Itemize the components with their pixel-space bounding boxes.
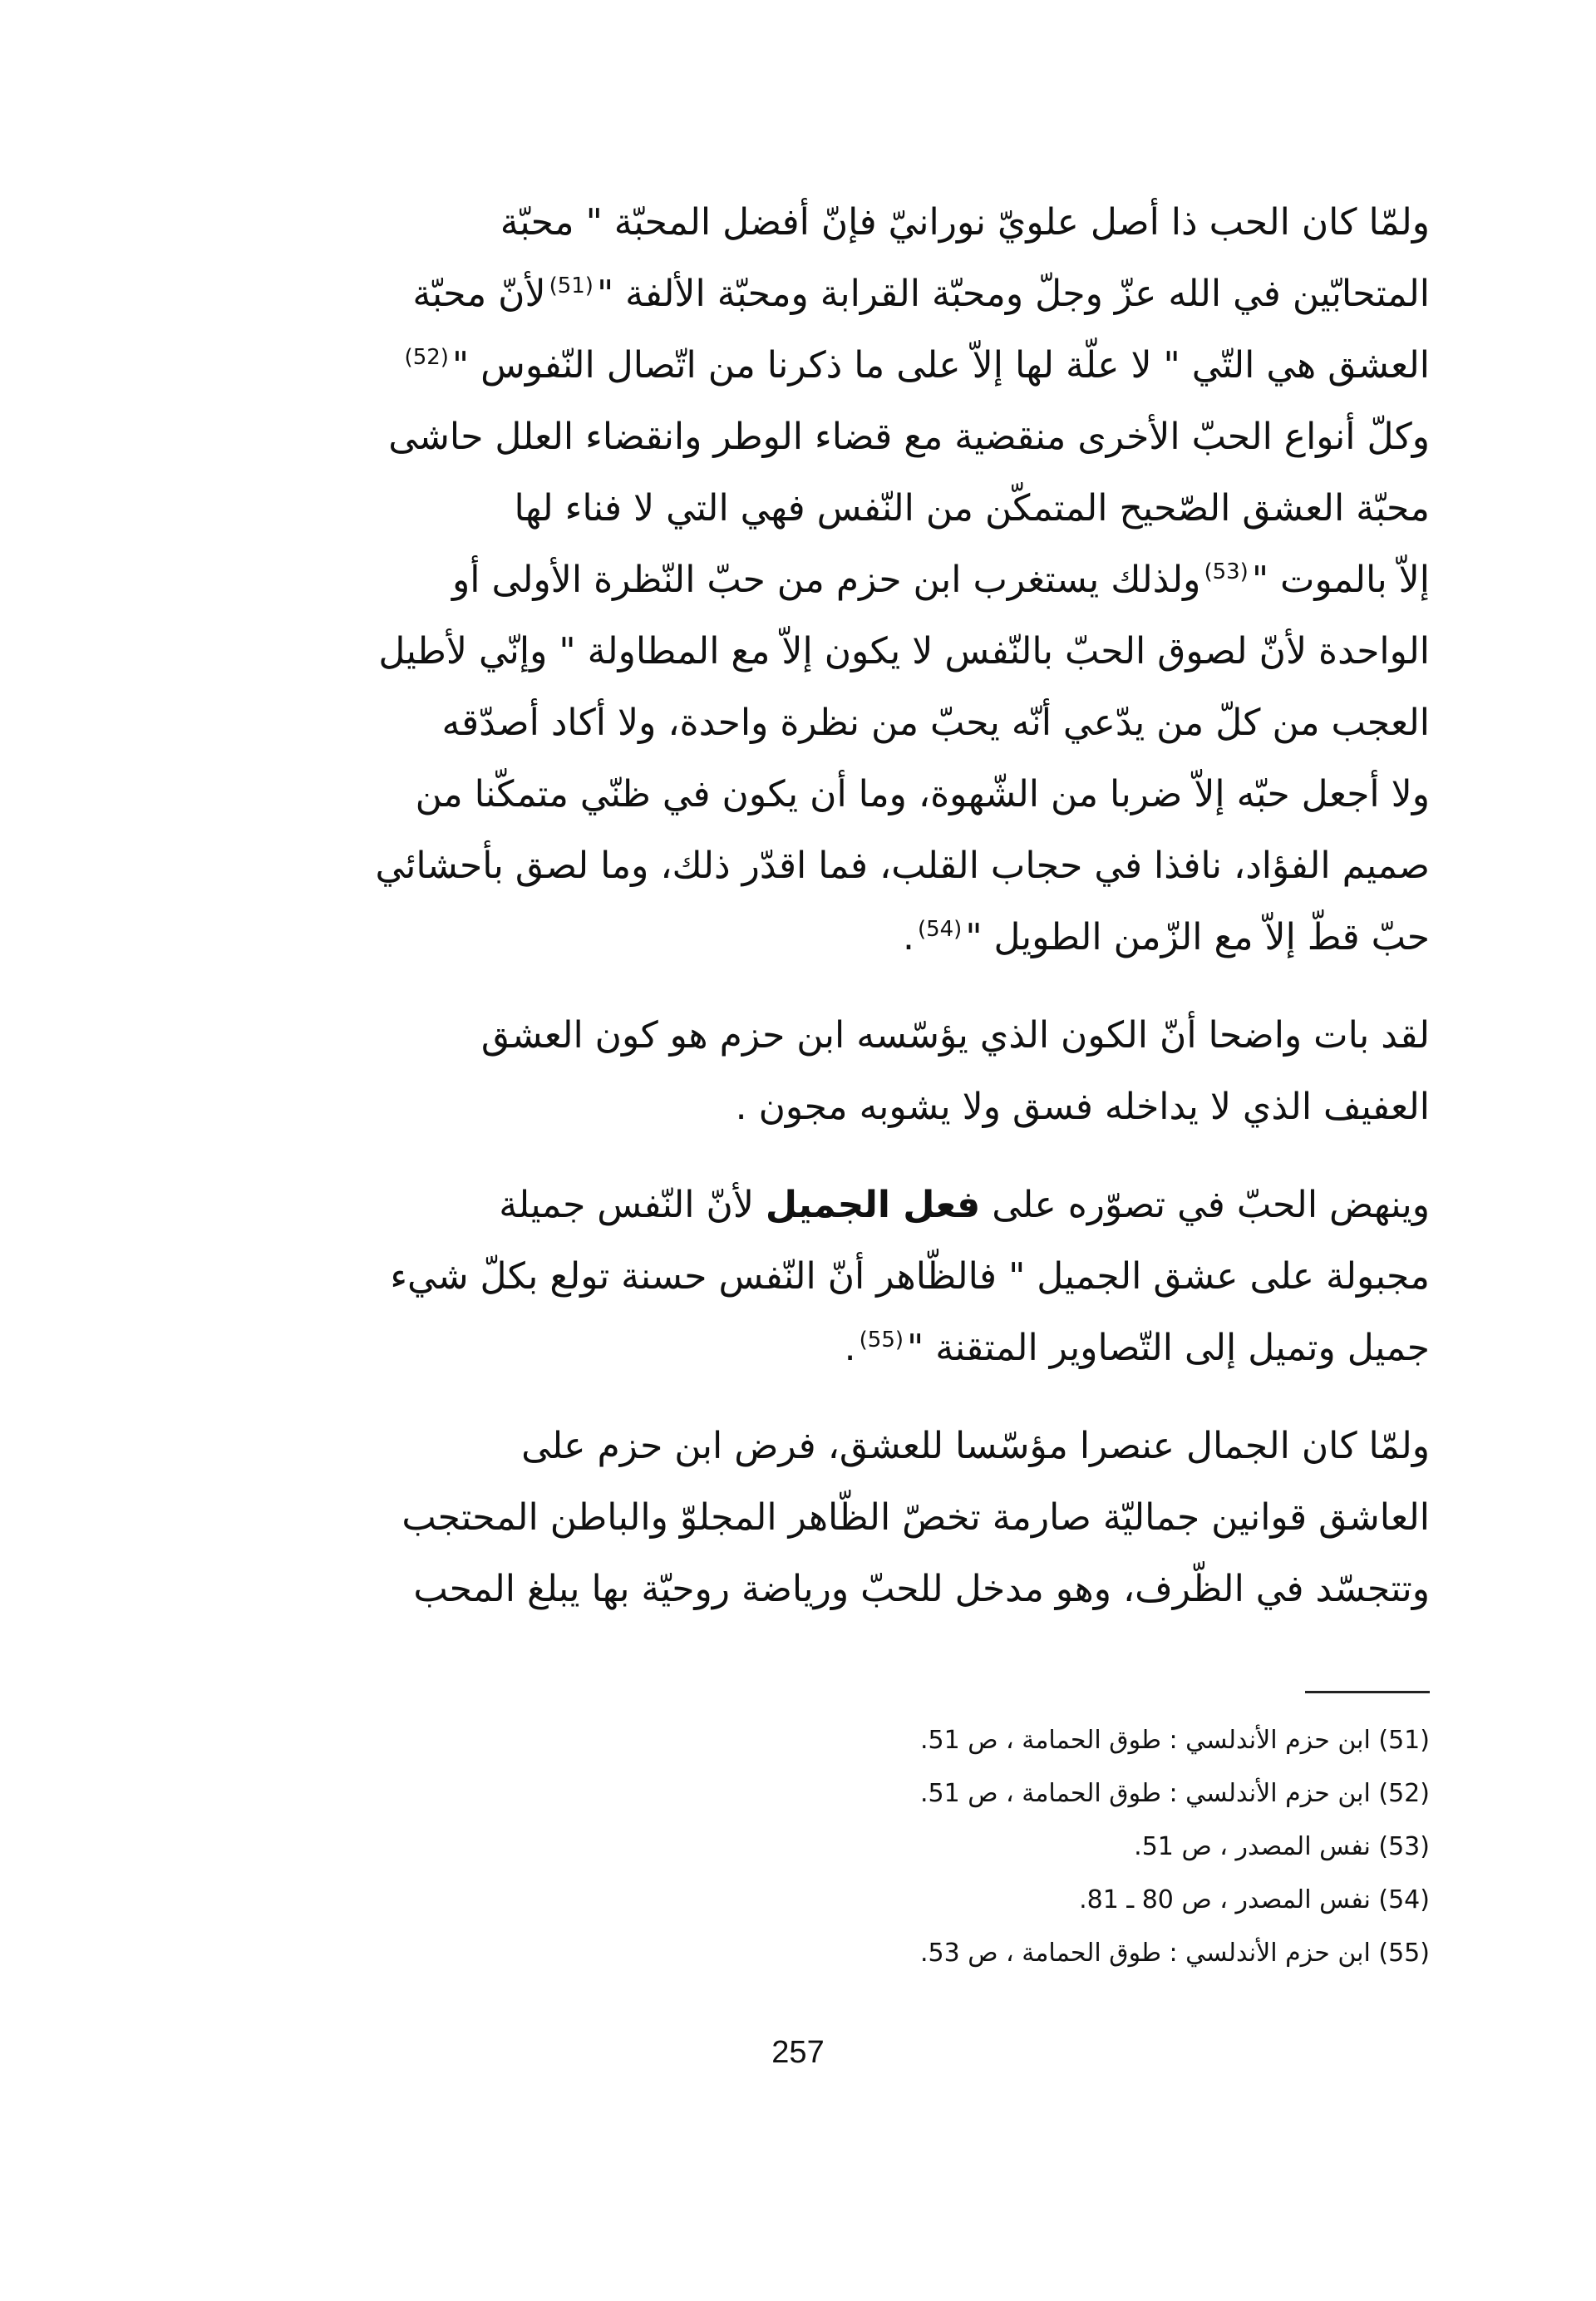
text-line: وكلّ أنواع الحبّ الأخرى منقضية مع قضاء الوطر وانقضاء العلل حاشى bbox=[388, 416, 1430, 458]
text-run: لأنّ محبّة bbox=[412, 273, 546, 315]
text-run: وينهض الحبّ في تصوّره على bbox=[992, 1184, 1430, 1226]
footnote-ref-51[interactable]: (51) bbox=[549, 273, 594, 299]
text-line bbox=[291, 259, 1430, 330]
text-line: العفيف الذي لا يداخله فسق ولا يشوبه مجون . bbox=[735, 1086, 1430, 1128]
text-line: محبّة العشق الصّحيح المتمكّن من النّفس فهي التي لا فناء لها bbox=[514, 487, 1430, 530]
footnote-52: (52) ابن حزم الأندلسي : طوق الحمامة ، ص 51. bbox=[919, 1779, 1430, 1808]
text-line bbox=[291, 902, 1430, 973]
footnotes bbox=[515, 1714, 1430, 1980]
text-run: المتحابّين في الله عزّ وجلّ ومحبّة القرابة ومحبّة الألفة " bbox=[596, 273, 1430, 315]
text-run: جميل وتميل إلى التّصاوير المتقنة " bbox=[907, 1327, 1430, 1369]
footnote-ref-53[interactable]: (53) bbox=[1204, 559, 1249, 585]
text-line: ولمّا كان الحب ذا أصل علويّ نورانيّ فإنّ أفضل المحبّة " محبّة bbox=[500, 201, 1430, 244]
bold-phrase: فعل الجميل bbox=[765, 1184, 981, 1226]
text-line: العاشق قوانين جماليّة صارمة تخصّ الظّاهر المجلوّ والباطن المحتجب bbox=[401, 1496, 1430, 1539]
text-line: الواحدة لأنّ لصوق الحبّ بالنّفس لا يكون إلاّ مع المطاولة " وإنّي لأطيل bbox=[378, 630, 1430, 673]
text-run: حبّ قطّ إلاّ مع الزّمن الطويل " bbox=[965, 916, 1430, 958]
footnote-51: (51) ابن حزم الأندلسي : طوق الحمامة ، ص 51. bbox=[919, 1726, 1430, 1755]
text-run: إلاّ بالموت " bbox=[1251, 559, 1430, 601]
text-line bbox=[291, 1170, 1430, 1241]
paragraph-1 bbox=[291, 187, 1430, 973]
footnote-separator bbox=[1305, 1691, 1430, 1693]
text-line: وتتجسّد في الظّرف، وهو مدخل للحبّ ورياضة روحيّة بها يبلغ المحب bbox=[413, 1568, 1430, 1610]
footnote-54: (54) نفس المصدر ، ص 80 ـ 81. bbox=[1079, 1885, 1430, 1914]
text-line bbox=[291, 330, 1430, 402]
main-text bbox=[291, 187, 1430, 1625]
page-number: 257 bbox=[771, 2035, 825, 2070]
paragraph-4 bbox=[291, 1411, 1430, 1625]
text-line: مجبولة على عشق الجميل " فالظّاهر أنّ النّفس حسنة تولع بكلّ شيء bbox=[390, 1255, 1430, 1298]
paragraph-2 bbox=[291, 1000, 1430, 1143]
paragraph-3 bbox=[291, 1170, 1430, 1384]
text-run: ولذلك يستغرب ابن حزم من حبّ النّظرة الأولى أو bbox=[452, 559, 1201, 601]
text-line: صميم الفؤاد، نافذا في حجاب القلب، فما اقدّر ذلك، وما لصق بأحشائي bbox=[375, 845, 1430, 887]
text-run: لأنّ النّفس جميلة bbox=[499, 1184, 754, 1226]
text-run: . bbox=[902, 916, 914, 958]
text-line bbox=[291, 1313, 1430, 1384]
text-run: العشق هي التّي " لا علّة لها إلاّ على ما ذكرنا من اتّصال النّفوس " bbox=[451, 344, 1430, 387]
text-line bbox=[291, 544, 1430, 616]
text-line: ولمّا كان الجمال عنصرا مؤسّسا للعشق، فرض ابن حزم على bbox=[521, 1425, 1430, 1467]
text-run: . bbox=[844, 1327, 856, 1369]
text-line: العجب من كلّ من يدّعي أنّه يحبّ من نظرة واحدة، ولا أكاد أصدّقه bbox=[441, 702, 1430, 744]
footnote-ref-52[interactable]: (52) bbox=[404, 345, 449, 371]
footnote-53: (53) نفس المصدر ، ص 51. bbox=[1134, 1832, 1430, 1861]
footnote-ref-54[interactable]: (54) bbox=[917, 917, 963, 943]
footnote-55: (55) ابن حزم الأندلسي : طوق الحمامة ، ص 53. bbox=[919, 1939, 1430, 1968]
text-line: ولا أجعل حبّه إلاّ ضربا من الشّهوة، وما أن يكون في ظنّي متمكّنا من bbox=[415, 773, 1430, 815]
text-line: لقد بات واضحا أنّ الكون الذي يؤسّسه ابن حزم هو كون العشق bbox=[480, 1014, 1430, 1057]
footnote-ref-55[interactable]: (55) bbox=[859, 1328, 904, 1353]
